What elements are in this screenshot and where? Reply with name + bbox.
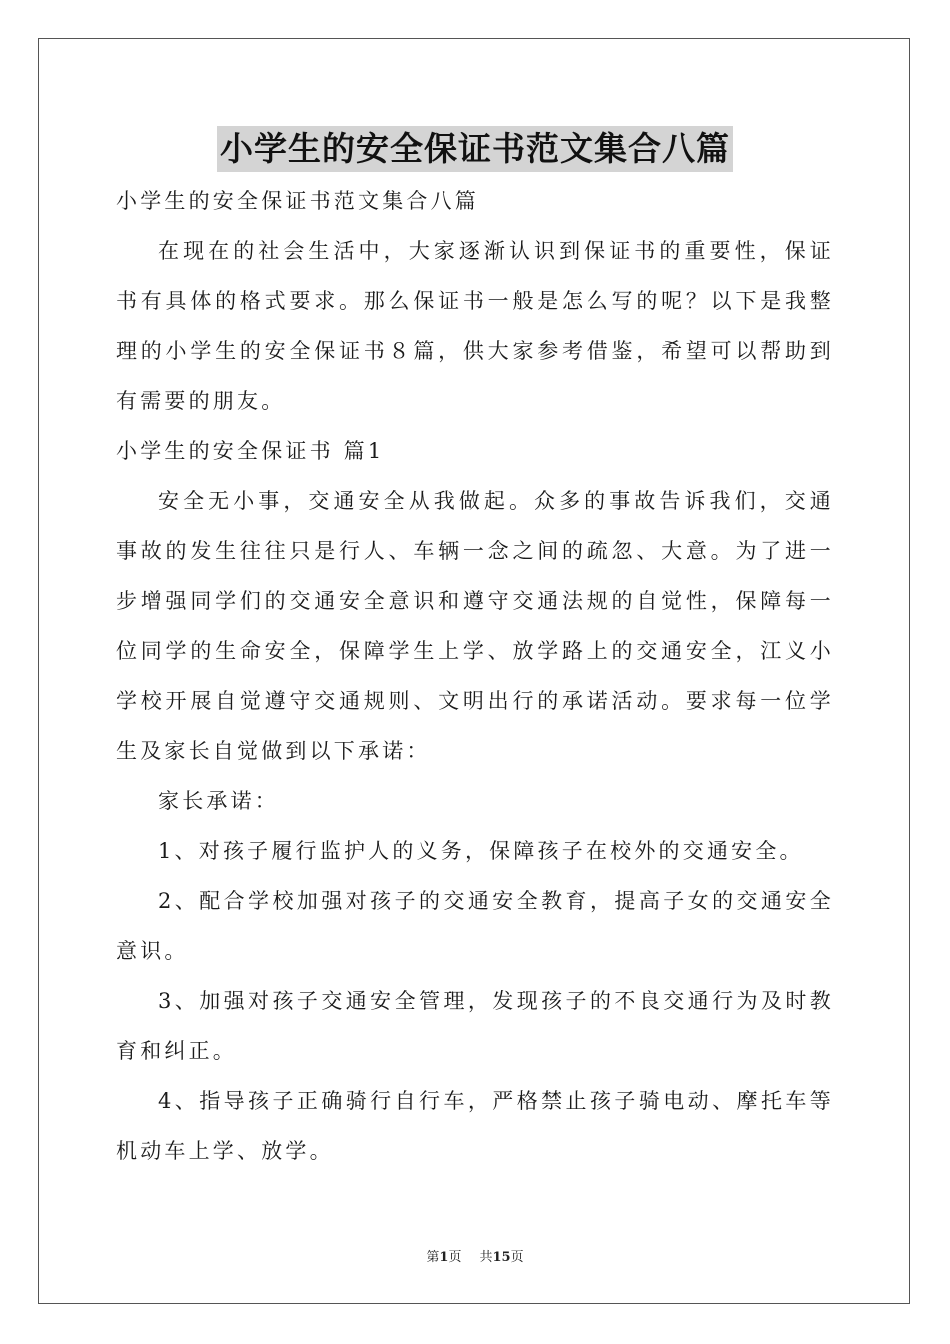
page-suffix: 页	[448, 1250, 462, 1265]
list-item: 1、对孩子履行监护人的义务，保障孩子在校外的交通安全。	[158, 839, 804, 863]
paragraph-parent-commitment-heading: 家长承诺：	[158, 789, 279, 813]
paragraph-body: 安全无小事，交通安全从我做起。众多的事故告诉我们，交通事故的发生往往只是行人、车辆一念之间的疏忽、大意。为了进一步增强同学们的交通安全意识和遵守交通法规的自觉性，保障每一位同学的生命安全，保障学生上学、放学路上的交通安全，江义小学校开展自觉遵守交通规则、文明出行的承诺活动。要求每一位学生及家长自觉做到以下承诺：	[116, 489, 834, 763]
total-prefix: 共	[479, 1250, 493, 1265]
page-number: 1	[439, 1250, 449, 1265]
section-heading: 小学生的安全保证书 篇1	[116, 439, 385, 463]
list-item: 4、指导孩子正确骑行自行车，严格禁止孩子骑电动、摩托车等机动车上学、放学。	[116, 1089, 834, 1163]
list-item: 2、配合学校加强对孩子的交通安全教育，提高子女的交通安全意识。	[116, 889, 834, 963]
list-item: 3、加强对孩子交通安全管理，发现孩子的不良交通行为及时教育和纠正。	[116, 989, 834, 1063]
page-prefix: 第	[426, 1250, 440, 1265]
paragraph-intro: 在现在的社会生活中，大家逐渐认识到保证书的重要性，保证书有具体的格式要求。那么保证书一般是怎么写的呢？以下是我整理的小学生的安全保证书８篇，供大家参考借鉴，希望可以帮助到有需要的朋友。	[116, 239, 834, 413]
page-footer	[0, 1246, 950, 1265]
title-block	[0, 126, 950, 172]
document-title: 小学生的安全保证书范文集合八篇	[217, 126, 733, 172]
total-suffix: 页	[510, 1250, 524, 1265]
document-body	[116, 176, 834, 1176]
paragraph-subtitle: 小学生的安全保证书范文集合八篇	[116, 189, 479, 213]
total-pages: 15	[492, 1250, 511, 1265]
